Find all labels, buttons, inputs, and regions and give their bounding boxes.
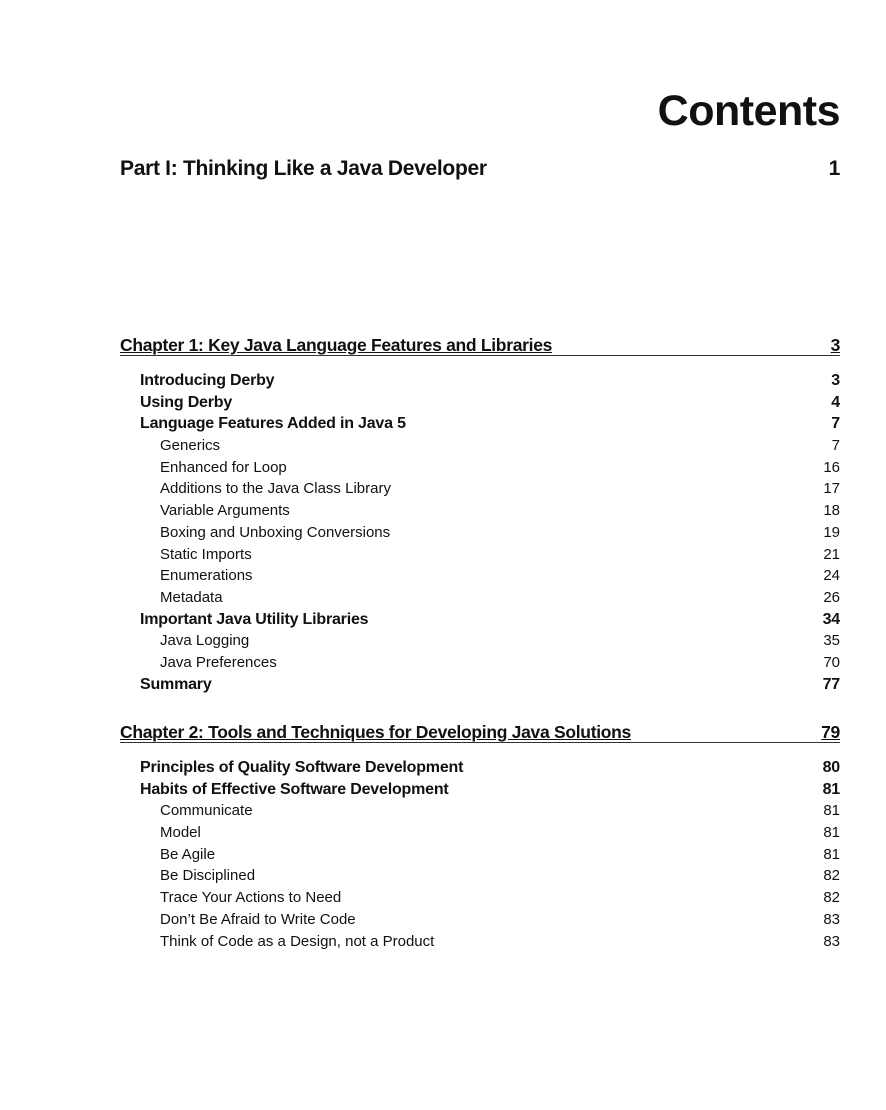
- chapter-1: [120, 335, 840, 695]
- entry-page-number: 83: [823, 910, 840, 928]
- entry-page-number: 81: [823, 802, 840, 820]
- entry-label: Generics: [160, 437, 221, 455]
- entry-label: Java Logging: [160, 632, 250, 650]
- entry-label: Static Imports: [160, 545, 252, 563]
- entry-label: Principles of Quality Software Development: [140, 759, 464, 776]
- toc-subsection-entry[interactable]: [120, 844, 840, 866]
- entry-page-number: 82: [823, 889, 840, 907]
- entry-label: Communicate: [160, 802, 253, 820]
- entry-label: Be Disciplined: [160, 867, 256, 885]
- entry-page-number: 81: [823, 845, 840, 863]
- entry-label: Introducing Derby: [140, 372, 275, 389]
- entry-label: Using Derby: [140, 393, 233, 411]
- toc-section-entry[interactable]: [120, 757, 840, 779]
- toc-section-entry[interactable]: [120, 609, 840, 631]
- toc-subsection-entry[interactable]: [120, 544, 840, 566]
- toc-section-entry[interactable]: [120, 392, 840, 414]
- toc-subsection-entry[interactable]: [120, 478, 840, 500]
- entry-page-number: 16: [823, 458, 840, 476]
- entry-page-number: 7: [831, 437, 840, 455]
- entry-label: Trace Your Actions to Need: [160, 889, 342, 907]
- part-heading: [120, 157, 840, 181]
- entry-label: Don’t Be Afraid to Write Code: [160, 910, 356, 928]
- toc-section-entry[interactable]: [120, 674, 840, 696]
- entry-page-number: 18: [823, 502, 840, 520]
- entry-label: Model: [160, 824, 201, 842]
- entry-page-number: 7: [831, 415, 840, 433]
- chapter-entries: [120, 757, 840, 952]
- toc-section-entry[interactable]: [120, 413, 840, 435]
- entry-label: Important Java Utility Libraries: [140, 610, 369, 628]
- entry-page-number: 77: [822, 675, 840, 693]
- entry-page-number: 19: [823, 523, 840, 541]
- toc-subsection-entry[interactable]: [120, 587, 840, 609]
- chapter-label: Chapter 2: Tools and Techniques for Developing Java Solutions: [120, 722, 631, 742]
- toc-subsection-entry[interactable]: [120, 931, 840, 953]
- entry-label: Summary: [140, 675, 212, 693]
- entry-label: Think of Code as a Design, not a Product: [160, 932, 435, 950]
- entry-page-number: 81: [823, 824, 840, 842]
- entry-page-number: 83: [823, 932, 840, 950]
- chapter-heading[interactable]: [120, 722, 840, 743]
- toc-subsection-entry[interactable]: [120, 909, 840, 931]
- entry-label: Habits of Effective Software Development: [140, 780, 449, 798]
- page-title: Contents: [657, 87, 840, 135]
- entry-label: Be Agile: [160, 845, 216, 863]
- toc-subsection-entry[interactable]: [120, 457, 840, 479]
- part-label: Part I: Thinking Like a Java Developer: [120, 157, 487, 180]
- entry-page-number: 35: [823, 632, 840, 650]
- toc-subsection-entry[interactable]: [120, 865, 840, 887]
- part-page: 1: [828, 157, 840, 180]
- entry-page-number: 26: [823, 588, 840, 606]
- chapter-page: 79: [821, 722, 840, 742]
- entry-label: Enumerations: [160, 567, 253, 585]
- entry-label: Boxing and Unboxing Conversions: [160, 523, 391, 541]
- toc-subsection-entry[interactable]: [120, 800, 840, 822]
- entry-page-number: 70: [823, 653, 840, 671]
- toc-subsection-entry[interactable]: [120, 522, 840, 544]
- chapter-entries: [120, 370, 840, 695]
- entry-page-number: 80: [822, 759, 840, 776]
- entry-label: Metadata: [160, 588, 223, 606]
- entry-label: Enhanced for Loop: [160, 458, 287, 476]
- entry-page-number: 34: [822, 610, 840, 628]
- entry-page-number: 4: [831, 393, 840, 411]
- entry-page-number: 81: [822, 780, 840, 798]
- toc-subsection-entry[interactable]: [120, 565, 840, 587]
- entry-label: Variable Arguments: [160, 502, 290, 520]
- chapter-heading[interactable]: [120, 335, 840, 356]
- toc-section-entry[interactable]: [120, 779, 840, 801]
- entry-page-number: 21: [823, 545, 840, 563]
- entry-label: Java Preferences: [160, 653, 277, 671]
- toc-subsection-entry[interactable]: [120, 435, 840, 457]
- entry-page-number: 17: [823, 480, 840, 498]
- entry-label: Additions to the Java Class Library: [160, 480, 391, 498]
- toc-section-entry[interactable]: [120, 370, 840, 392]
- toc-subsection-entry[interactable]: [120, 887, 840, 909]
- entry-page-number: 24: [823, 567, 840, 585]
- chapter-2: [120, 722, 840, 952]
- entry-label: Language Features Added in Java 5: [140, 415, 406, 433]
- toc-subsection-entry[interactable]: [120, 652, 840, 674]
- entry-page-number: 82: [823, 867, 840, 885]
- chapter-page: 3: [830, 335, 840, 355]
- toc-subsection-entry[interactable]: [120, 500, 840, 522]
- chapter-label: Chapter 1: Key Java Language Features and Libraries: [120, 335, 553, 355]
- toc-subsection-entry[interactable]: [120, 822, 840, 844]
- entry-page-number: 3: [831, 372, 840, 389]
- toc-subsection-entry[interactable]: [120, 630, 840, 652]
